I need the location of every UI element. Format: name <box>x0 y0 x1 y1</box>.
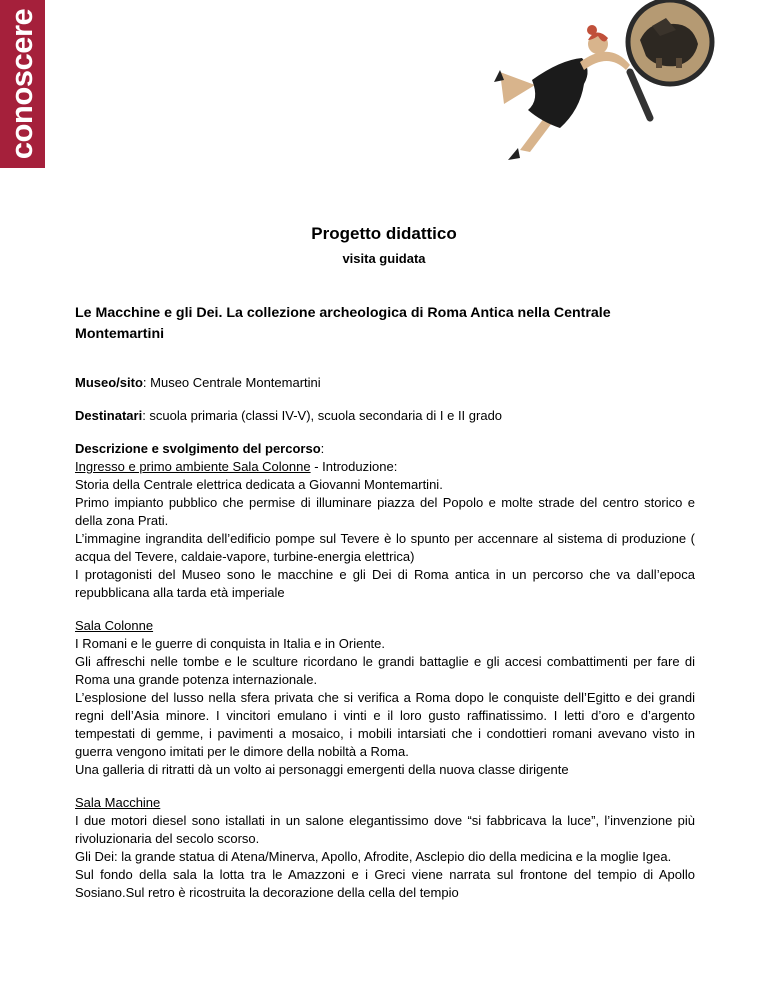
ingresso-title-suffix: - Introduzione: <box>310 459 398 474</box>
sala-colonne-paragraph: I Romani e le guerre di conquista in Italia e in Oriente. <box>75 636 386 651</box>
sala-macchine-title: Sala Macchine <box>75 795 161 810</box>
sala-colonne-paragraph: Gli affreschi nelle tombe e le sculture ricordano le grandi battaglie e gli accesi combattimenti per fare di Roma una grande potenza internazionale. <box>75 654 695 687</box>
document-title: Progetto didattico <box>311 224 457 243</box>
document-subtitle: visita guidata <box>342 251 426 266</box>
sala-colonne-paragraph: Una galleria di ritratti dà un volto ai personaggi emergenti della nuova classe dirigente <box>75 762 569 777</box>
descrizione-label: Descrizione e svolgimento del percorso <box>75 441 321 456</box>
woman-magnifying-glass-illustration <box>480 0 720 170</box>
destinatari-label: Destinatari <box>75 408 143 423</box>
sala-macchine-paragraph: Sul fondo della sala la lotta tra le Amazzoni e i Greci viene narrata sul frontone del tempio di Apollo Sosiano.Sul retro è ricostruita la decorazione della cella del tempio <box>75 867 695 900</box>
destinatari-line <box>75 407 695 425</box>
ingresso-paragraph: L’immagine ingrandita dell’edificio pompe sul Tevere è lo spunto per accennare al sistema di produzione ( acqua del Tevere, caldaie-vapore, turbine-energia elettrica) <box>75 531 695 564</box>
museo-value: : Museo Centrale Montemartini <box>142 375 321 390</box>
museo-line <box>75 374 695 392</box>
ingresso-title: Ingresso e primo ambiente Sala Colonne <box>75 459 311 474</box>
sala-macchine-paragraph: I due motori diesel sono istallati in un salone elegantissimo dove “si fabbricava la luce”, l’invenzione più rivoluzionaria del secolo scorso. <box>75 813 695 846</box>
ingresso-paragraph: Storia della Centrale elettrica dedicata a Giovanni Montemartini. <box>75 477 443 492</box>
museo-label: Museo/sito <box>75 375 143 390</box>
destinatari-value: : scuola primaria (classi IV-V), scuola secondaria di I e II grado <box>142 408 503 423</box>
descrizione-line <box>75 440 695 458</box>
document-body <box>75 374 695 902</box>
sala-colonne-section <box>75 617 695 779</box>
ingresso-title-line <box>75 458 695 476</box>
descrizione-suffix: : <box>320 441 325 456</box>
sala-colonne-title: Sala Colonne <box>75 618 154 633</box>
ingresso-paragraph: Primo impianto pubblico che permise di illuminare piazza del Popolo e molte strade del centro storico e della zona Prati. <box>75 495 695 528</box>
brand-logo-text: conoscere <box>4 8 39 160</box>
ingresso-paragraph: I protagonisti del Museo sono le macchine e gli Dei di Roma antica in un percorso che va dall’epoca repubblicana alla tarda età imperiale <box>75 567 695 600</box>
sala-macchine-paragraph: Gli Dei: la grande statua di Atena/Minerva, Apollo, Afrodite, Asclepio dio della medicina e la moglie Igea. <box>75 849 672 864</box>
brand-band <box>0 0 45 168</box>
sala-colonne-paragraph: L’esplosione del lusso nella sfera privata che si verifica a Roma dopo le conquiste dell’Egitto e dei grandi regni dell’Asia minore. I vincitori emulano i vinti e il loro gusto raffinatissimo. I letti d’oro e d’argento tempestati di gemme, i pavimenti a mosaico, i mobili intarsiati che i condottieri romani avevano visto in guerra vengono imitati per le dimore della nobiltà a Roma. <box>75 690 695 759</box>
sala-macchine-section <box>75 794 695 902</box>
tour-heading: Le Macchine e gli Dei. La collezione archeologica di Roma Antica nella Centrale Montemartini <box>75 305 611 342</box>
